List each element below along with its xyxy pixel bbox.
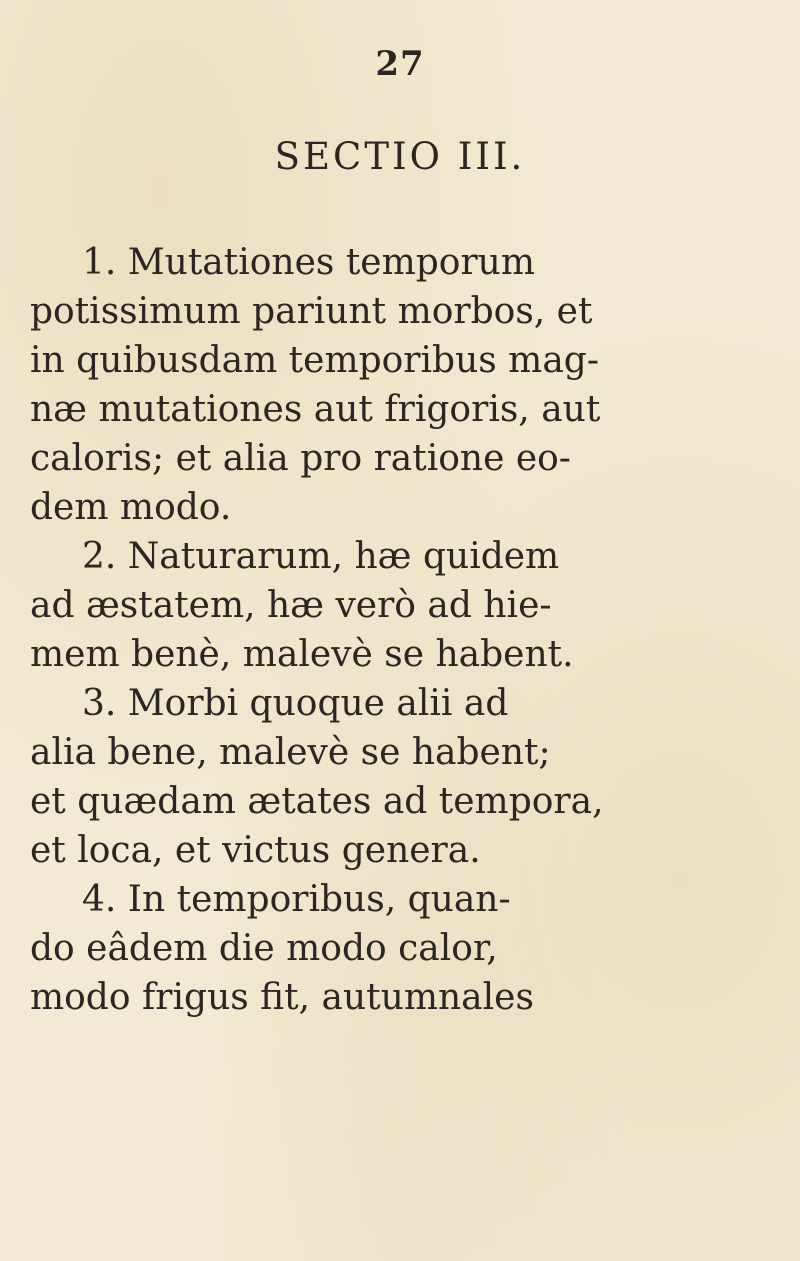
text-line: 1. Mutationes temporum	[82, 242, 535, 283]
text-line: potissimum pariunt morbos, et	[30, 291, 593, 332]
text-line: modo frigus fit, autumnales	[30, 977, 534, 1018]
text-line: et loca, et victus genera.	[30, 830, 481, 871]
section-title: SECTIO III.	[274, 135, 526, 178]
text-line: in quibusdam temporibus mag-	[30, 340, 599, 381]
text-line: alia bene, malevè se habent;	[30, 732, 551, 773]
text-line: 3. Morbi quoque alii ad	[82, 683, 509, 724]
text-line: 4. In temporibus, quan-	[82, 879, 511, 920]
text-line: dem modo.	[30, 487, 232, 528]
text-line: et quædam ætates ad tempora,	[30, 781, 604, 822]
text-line: næ mutationes aut frigoris, aut	[30, 389, 601, 430]
text-line: mem benè, malevè se habent.	[30, 634, 574, 675]
text-line: do eâdem die modo calor,	[30, 928, 498, 969]
page-number: 27	[375, 44, 425, 84]
text-line: ad æstatem, hæ verò ad hie-	[30, 585, 552, 626]
text-line: 2. Naturarum, hæ quidem	[82, 536, 560, 577]
text-line: caloris; et alia pro ratione eo-	[30, 438, 571, 479]
